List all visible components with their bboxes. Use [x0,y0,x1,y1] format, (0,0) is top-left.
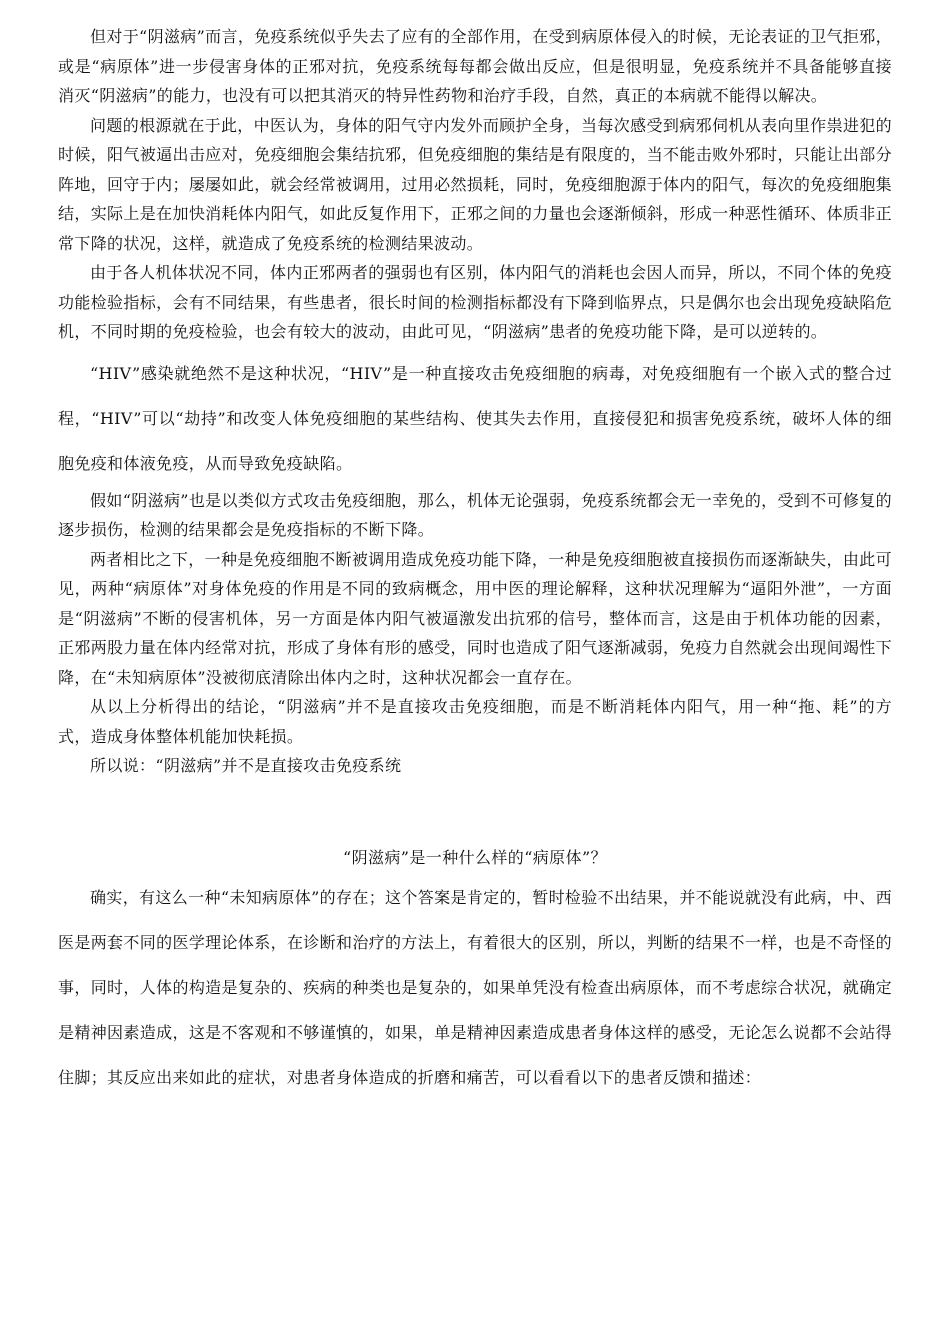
paragraph-hiv-comparison: “HIV”感染就绝然不是这种状况，“HIV”是一种直接攻击免疫细胞的病毒，对免疫细胞有一个嵌入式的整合过程，“HIV”可以“劫持”和改变人体免疫细胞的某些结构、使其失去作用，直接侵犯和损害免疫系统，破坏人体的细胞免疫和体液免疫，从而导致免疫缺陷。 [58,363,892,473]
paragraph-conclusion: 从以上分析得出的结论，“阴滋病”并不是直接攻击免疫细胞，而是不断消耗体内阳气，用一种“拖、耗”的方式，造成身体整体机能加快耗损。 [58,697,892,746]
paragraph-root-cause: 问题的根源就在于此，中医认为，身体的阳气守内发外而顾护全身，当每次感受到病邪伺机从表向里作祟进犯的时候，阳气被逼出击应对，免疫细胞会集结抗邪，但免疫细胞的集结是有限度的，当不能击败外邪时，只能让出部分阵地，回守于内；屡屡如此，就会经常被调用，过用必然损耗，同时，免疫细胞源于体内的阳气，每次的免疫细胞集结，实际上是在加快消耗体内阳气，如此反复作用下，正邪之间的力量也会逐渐倾斜，形成一种恶性循环、体质非正常下降的状况，这样，就造成了免疫系统的检测结果波动。 [58,115,892,253]
paragraph-unknown-pathogen: 确实，有这么一种“未知病原体”的存在；这个答案是肯定的，暂时检验不出结果，并不能说就没有此病，中、西医是两套不同的医学理论体系，在诊断和治疗的方法上，有着很大的区别，所以，判断的结果不一样，也是不奇怪的事，同时，人体的构造是复杂的、疾病的种类也是复杂的，如果单凭没有检查出病原体，而不考虑综合状况，就确定是精神因素造成，这是不客观和不够谨慎的，如果，单是精神因素造成患者身体这样的感受，无论怎么说都不会站得住脚；其反应出来如此的症状，对患者身体造成的折磨和痛苦，可以看看以下的患者反馈和描述： [58,887,892,1087]
section-title: “阴滋病”是一种什么样的“病原体”？ [343,847,607,867]
paragraph-immune-failure: 但对于“阴滋病”而言，免疫系统似乎失去了应有的全部作用，在受到病原体侵入的时候，无论表证的卫气拒邪，或是“病原体”进一步侵害身体的正邪对抗，免疫系统每每都会做出反应，但是很明显，免疫系统并不具备能够直接消灭“阴滋病”的能力，也没有可以把其消灭的特异性药物和治疗手段，自然，真正的本病就不能得以解决。 [58,27,892,105]
paragraph-summary: 所以说：“阴滋病”并不是直接攻击免疫系统 [90,756,402,775]
paragraph-hypothesis: 假如“阴滋病”也是以类似方式攻击免疫细胞，那么，机体无论强弱，免疫系统都会无一幸免的，受到不可修复的逐步损伤，检测的结果都会是免疫指标的不断下降。 [58,490,892,539]
paragraph-individual-differences: 由于各人机体状况不同，体内正邪两者的强弱也有区别，体内阳气的消耗也会因人而异，所以，不同个体的免疫功能检验指标，会有不同结果，有些患者，很长时间的检测指标都没有下降到临界点，只是偶尔也会出现免疫缺陷危机，不同时期的免疫检验，也会有较大的波动，由此可见，“阴滋病”患者的免疫功能下降，是可以逆转的。 [58,263,892,341]
paragraph-contrast: 两者相比之下，一种是免疫细胞不断被调用造成免疫功能下降，一种是免疫细胞被直接损伤而逐渐缺失，由此可见，两种“病原体”对身体免疫的作用是不同的致病概念，用中医的理论解释，这种状况理解为“逼阳外泄”，一方面是“阴滋病”不断的侵害机体，另一方面是体内阳气被逼激发出抗邪的信号，整体而言，这是由于机体功能的因素，正邪两股力量在体内经常对抗，形成了身体有形的感受，同时也造成了阳气逐渐减弱，免疫力自然就会出现间竭性下降，在“未知病原体”没被彻底清除出体内之时，这种状况都会一直存在。 [58,549,892,687]
